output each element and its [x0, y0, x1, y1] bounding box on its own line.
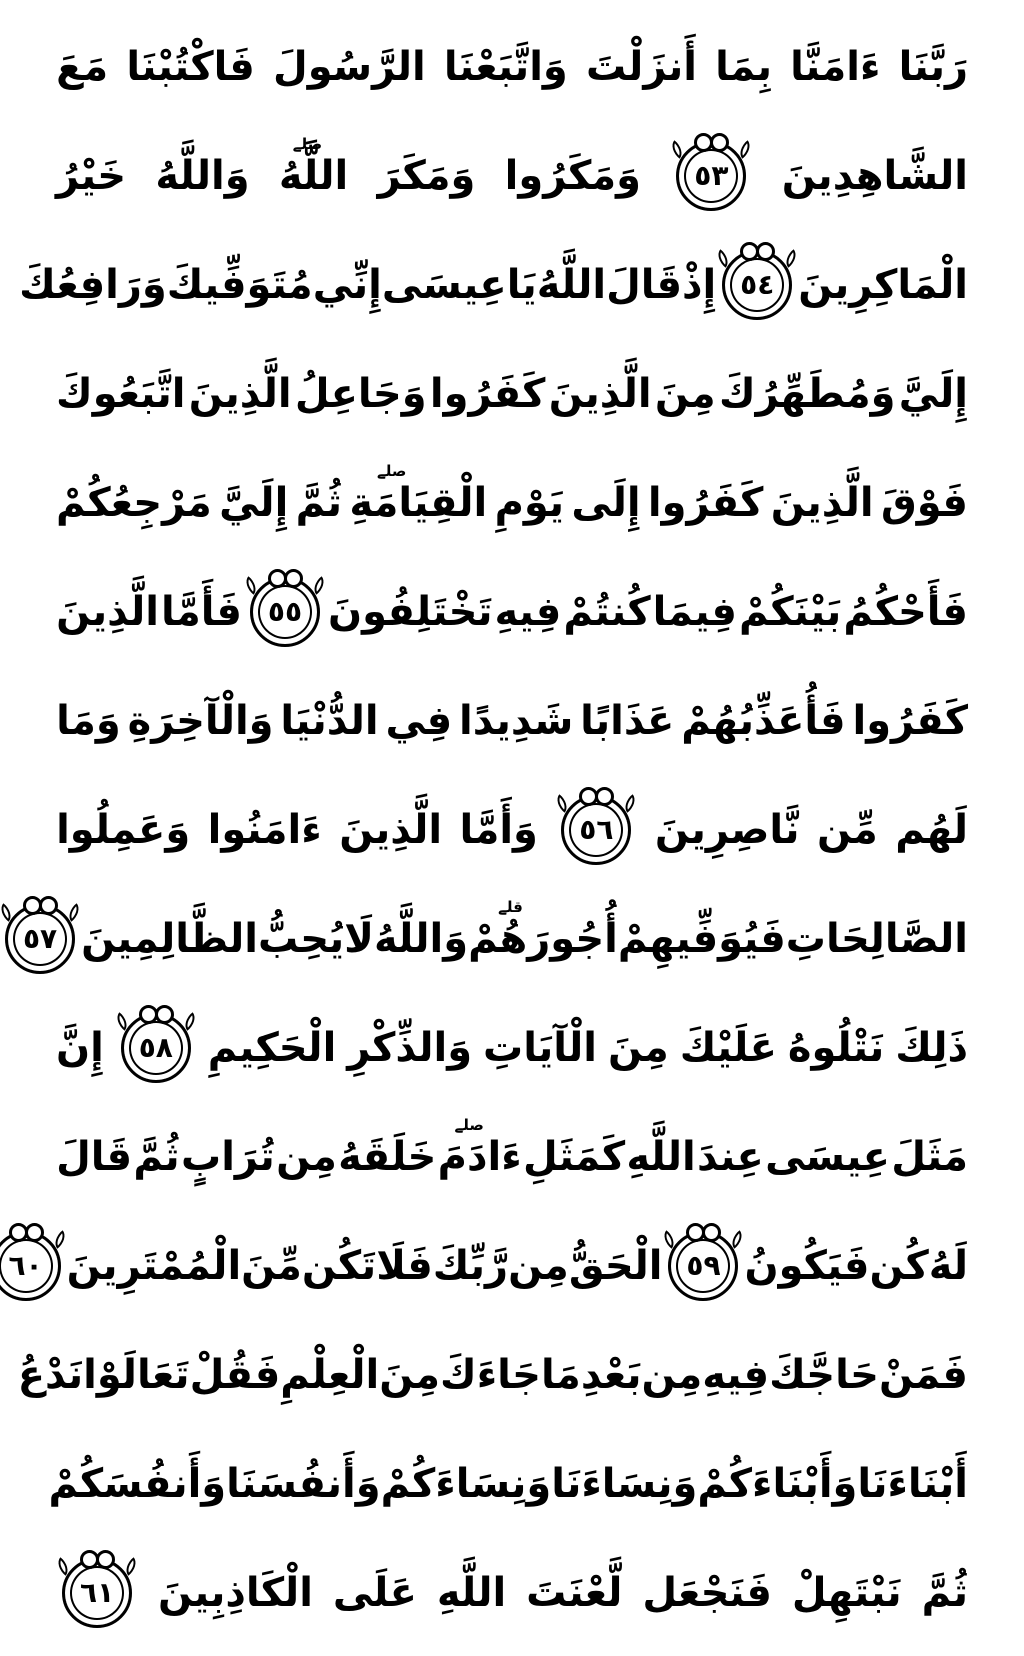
quran-word: وَاللَّهُ: [155, 152, 250, 199]
quran-word: عَذَابًا: [580, 697, 675, 744]
quran-word: وَعَمِلُوا: [56, 806, 191, 853]
quran-word: الَّذِينَ: [188, 370, 292, 417]
quran-word: عِندَ: [697, 1133, 764, 1180]
quran-word: رَّبِّكَ: [432, 1242, 509, 1289]
quran-word: وَمَكَرُوا: [504, 152, 642, 199]
quran-word: مَعَ: [56, 43, 109, 90]
quran-word: فَقُلْ: [189, 1351, 281, 1398]
quran-word: الْمُمْتَرِينَ: [66, 1242, 242, 1289]
quran-word: نَتْلُوهُ: [787, 1024, 885, 1071]
mushaf-line-12: [8, 1211, 968, 1320]
quran-word: مَثَلَ: [891, 1133, 968, 1180]
ayah-end-marker-55: [250, 577, 320, 647]
ayah-end-marker-58: [121, 1013, 191, 1083]
ayah-number: ٦٠: [8, 1248, 43, 1282]
quran-word: أَنزَلْتَ: [585, 43, 697, 90]
waqf-pause-mark: صلے: [454, 1115, 484, 1134]
quran-word: الْآيَاتِ: [483, 1024, 598, 1071]
quran-word: عِيسَى: [765, 1133, 890, 1180]
ayah-number: ٥٧: [22, 921, 58, 955]
marker-crown-circle-right: [756, 242, 775, 261]
waqf-pause-mark: صلے: [292, 134, 323, 153]
marker-crown-circle-right: [155, 1005, 174, 1024]
quran-word: الصَّالِحَاتِ: [785, 915, 968, 962]
quran-word: فِي: [385, 697, 453, 744]
quran-word: فَيَكُونُ: [744, 1242, 870, 1289]
quran-word: ثُمَّ: [921, 1569, 968, 1616]
ayah-end-marker-60: [0, 1231, 61, 1301]
quran-word: اللَّهِ: [436, 1569, 507, 1616]
quran-word: كَمَثَلِ: [522, 1133, 626, 1180]
quran-word: نَبْتَهِلْ: [791, 1569, 902, 1616]
quran-word: بَعْدِ: [580, 1351, 642, 1398]
quran-word: مِّن: [816, 806, 878, 853]
quran-word: وَمَكَرَ: [377, 152, 476, 199]
quran-word: الَّذِينَ: [339, 806, 443, 853]
quran-word: وَأَبْنَاءَكُمْ: [697, 1460, 858, 1507]
quran-word: رَبَّنَا: [898, 43, 968, 90]
quran-word: الْحَكِيمِ: [207, 1024, 337, 1071]
quran-word: فَاكْتُبْنَا: [126, 43, 255, 90]
quran-word: وَاتَّبَعْنَا: [443, 43, 568, 90]
quran-word: كَفَرُوا: [647, 479, 764, 526]
quran-word: شَدِيدًا: [459, 697, 574, 744]
quran-word: ثُمَّ: [133, 1133, 180, 1180]
mushaf-line-3: [19, 230, 968, 339]
quran-word: يَاعِيسَى: [381, 261, 537, 308]
marker-leaf-left: [660, 1230, 679, 1249]
mushaf-line-11: [56, 1102, 968, 1211]
quran-word: فَنَجْعَل: [642, 1569, 772, 1616]
quran-word: أُجُورَهُمْ قلے: [468, 897, 618, 962]
quran-word: لَّعْنَتَ: [526, 1569, 623, 1616]
marker-crown-circle-right: [595, 787, 614, 806]
quran-word: مِنَ: [654, 370, 716, 417]
quran-word: وَالذِّكْرِ: [347, 1024, 473, 1071]
quran-word: بِمَا: [715, 43, 772, 90]
marker-crown-circle-right: [710, 133, 729, 152]
marker-crown-circle-right: [96, 1550, 115, 1569]
ayah-end-marker-61: [62, 1558, 132, 1628]
quran-word: مِن: [641, 1351, 703, 1398]
quran-word: فَأُعَذِّبُهُمْ: [681, 697, 846, 744]
marker-leaf-left: [241, 576, 260, 595]
quran-word: كَفَرُوا: [429, 370, 546, 417]
quran-word: ثُمَّ: [295, 479, 343, 526]
quran-word: لَهُم: [895, 806, 968, 853]
marker-leaf-right: [309, 576, 328, 595]
mushaf-line-2: [56, 121, 968, 230]
quran-word: تَكُن: [301, 1242, 377, 1289]
quran-word: كُن: [869, 1242, 929, 1289]
marker-leaf-right: [121, 1557, 140, 1576]
mushaf-line-5: [56, 448, 968, 557]
quran-word: عَلَيْكَ: [679, 1024, 777, 1071]
quran-word: وَنِسَاءَنَا: [551, 1460, 698, 1507]
waqf-pause-mark: قلے: [498, 897, 523, 916]
mushaf-line-1: [56, 12, 968, 121]
quran-word: وَالْآخِرَةِ: [127, 697, 274, 744]
quran-word: إِلَيَّ: [898, 370, 968, 417]
ayah-number: ٥٤: [740, 267, 775, 301]
quran-word: الْكَاذِبِينَ: [158, 1569, 313, 1616]
quran-word: يُحِبُّ: [257, 915, 345, 962]
marker-crown-circle-right: [39, 896, 58, 915]
quran-word: مِّنَ: [241, 1242, 302, 1289]
quran-word: إِلَى: [571, 479, 641, 526]
quran-word: الرَّسُولَ: [273, 43, 426, 90]
quran-word: فِيهِ: [702, 1351, 770, 1398]
quran-word: كُنتُمْ: [563, 588, 651, 635]
quran-word: مَا: [541, 1351, 581, 1398]
quran-word: ءَامَنُوا: [207, 806, 322, 853]
quran-word: قَالَ: [56, 1133, 133, 1180]
quran-word: اتَّبَعُوكَ: [56, 370, 186, 417]
quran-word: وَأَمَّا: [459, 806, 538, 853]
quran-word: خَيْرُ: [56, 152, 127, 199]
quran-word: عَلَى: [332, 1569, 417, 1616]
ayah-end-marker-56: [561, 795, 631, 865]
mushaf-line-7: [56, 666, 968, 775]
ayah-number: ٥٩: [686, 1248, 721, 1282]
ayah-end-marker-59: [668, 1231, 738, 1301]
mushaf-line-14: [48, 1429, 968, 1538]
mushaf-line-10: [56, 993, 968, 1102]
quran-word: مِنَ: [607, 1024, 669, 1071]
quran-word: لَهُ: [928, 1242, 968, 1289]
quran-word: فَأَحْكُمُ: [843, 588, 968, 635]
quran-word: ءَادَمَ صلے: [437, 1115, 522, 1180]
quran-word: تَعَالَوْا: [83, 1351, 190, 1398]
quran-word: الَّذِينَ: [56, 588, 159, 635]
quran-word: وَأَنفُسَكُمْ: [48, 1460, 227, 1507]
quran-word: نَدْعُ: [17, 1351, 84, 1398]
marker-leaf-left: [53, 1557, 72, 1576]
ayah-number: ٦١: [80, 1575, 115, 1609]
quran-word: مِنَ: [379, 1351, 441, 1398]
mushaf-line-4: [56, 339, 968, 448]
quran-word: إِنِّي: [312, 261, 382, 308]
mushaf-line-6: [56, 557, 968, 666]
quran-word: الْقِيَامَةِ صلے: [349, 461, 488, 526]
quran-word: الظَّالِمِينَ: [81, 915, 258, 962]
quran-word: كَفَرُوا: [852, 697, 968, 744]
quran-word: وَاللَّهُ: [373, 915, 469, 962]
quran-word: يَوْمِ: [494, 479, 565, 526]
mushaf-line-9: [22, 884, 968, 993]
quran-word: لَا: [344, 915, 374, 962]
quran-word: فَيُوَفِّيهِمْ: [617, 915, 786, 962]
mushaf-line-13: [17, 1320, 968, 1429]
marker-crown-circle-right: [702, 1223, 721, 1242]
quran-word: نَّاصِرِينَ: [654, 806, 800, 853]
marker-leaf-left: [0, 903, 16, 922]
quran-word: فَلَا: [376, 1242, 433, 1289]
quran-word: تُرَابٍ: [181, 1133, 275, 1180]
marker-leaf-left: [0, 1230, 1, 1249]
marker-crown-circle-right: [284, 569, 303, 588]
quran-word: مَرْجِعُكُمْ: [56, 479, 212, 526]
quran-word: فَمَنْ: [878, 1351, 968, 1398]
marker-leaf-left: [112, 1012, 131, 1031]
ayah-number: ٥٥: [267, 594, 303, 628]
quran-word: مُتَوَفِّيكَ: [166, 261, 313, 308]
quran-word: إِذْ: [682, 261, 717, 308]
quran-word: فِيمَا: [652, 588, 737, 635]
quran-word: فِيهِ: [494, 588, 562, 635]
quran-word: وَنِسَاءَكُمْ: [380, 1460, 552, 1507]
quran-word: فَأَمَّا: [160, 588, 242, 635]
quran-word: الْمَاكِرِينَ: [798, 261, 968, 308]
quran-word: اللَّهُ: [536, 261, 607, 308]
quran-word: الشَّاهِدِينَ: [781, 152, 968, 199]
quran-word: وَأَنفُسَنَا: [226, 1460, 381, 1507]
ayah-end-marker-53: [676, 141, 746, 211]
quran-word: خَلَقَهُ: [338, 1133, 437, 1180]
marker-crown-circle-right: [25, 1223, 44, 1242]
quran-word: بَيْنَكُمْ: [739, 588, 842, 635]
quran-word: حَاجَّكَ: [769, 1351, 879, 1398]
quran-word: وَمَا: [56, 697, 121, 744]
quran-word: أَبْنَاءَنَا: [857, 1460, 968, 1507]
quran-word: مِن: [276, 1133, 337, 1180]
quran-word: وَمُطَهِّرُكَ: [718, 370, 896, 417]
quran-word: الَّذِينَ: [548, 370, 652, 417]
quran-word: إِنَّ: [56, 1024, 104, 1071]
quran-word: ذَلِكَ: [895, 1024, 968, 1071]
quran-word: تَخْتَلِفُونَ: [327, 588, 493, 635]
ayah-number: ٥٨: [138, 1030, 173, 1064]
quran-word: الَّذِينَ: [770, 479, 874, 526]
ayah-number: ٥٣: [694, 158, 729, 192]
quran-word: قَالَ: [606, 261, 683, 308]
quran-word: إِلَيَّ: [219, 479, 289, 526]
marker-leaf-right: [736, 140, 755, 159]
mushaf-line-8: [56, 775, 968, 884]
quran-word: وَجَاعِلُ: [294, 370, 427, 417]
marker-leaf-right: [621, 794, 640, 813]
marker-leaf-right: [180, 1012, 199, 1031]
quran-word: ءَامَنَّا: [790, 43, 881, 90]
quran-word: وَرَافِعُكَ: [19, 261, 167, 308]
quran-word: الدُّنْيَا: [280, 697, 379, 744]
quran-word: اللَّهُ صلے: [278, 134, 349, 199]
quran-word: مِن: [508, 1242, 569, 1289]
ayah-end-marker-54: [722, 250, 792, 320]
quran-word: جَاءَكَ: [440, 1351, 542, 1398]
quran-word: الْعِلْمِ: [280, 1351, 380, 1398]
quran-word: الْحَقُّ: [568, 1242, 663, 1289]
waqf-pause-mark: صلے: [376, 461, 407, 480]
mushaf-line-15: [56, 1538, 968, 1647]
marker-leaf-left: [714, 249, 733, 268]
marker-leaf-left: [668, 140, 687, 159]
ayah-number: ٥٦: [579, 812, 614, 846]
quran-word: اللَّهِ: [626, 1133, 696, 1180]
marker-leaf-left: [553, 794, 572, 813]
ayah-end-marker-57: [5, 904, 75, 974]
quran-word: فَوْقَ: [880, 479, 968, 526]
